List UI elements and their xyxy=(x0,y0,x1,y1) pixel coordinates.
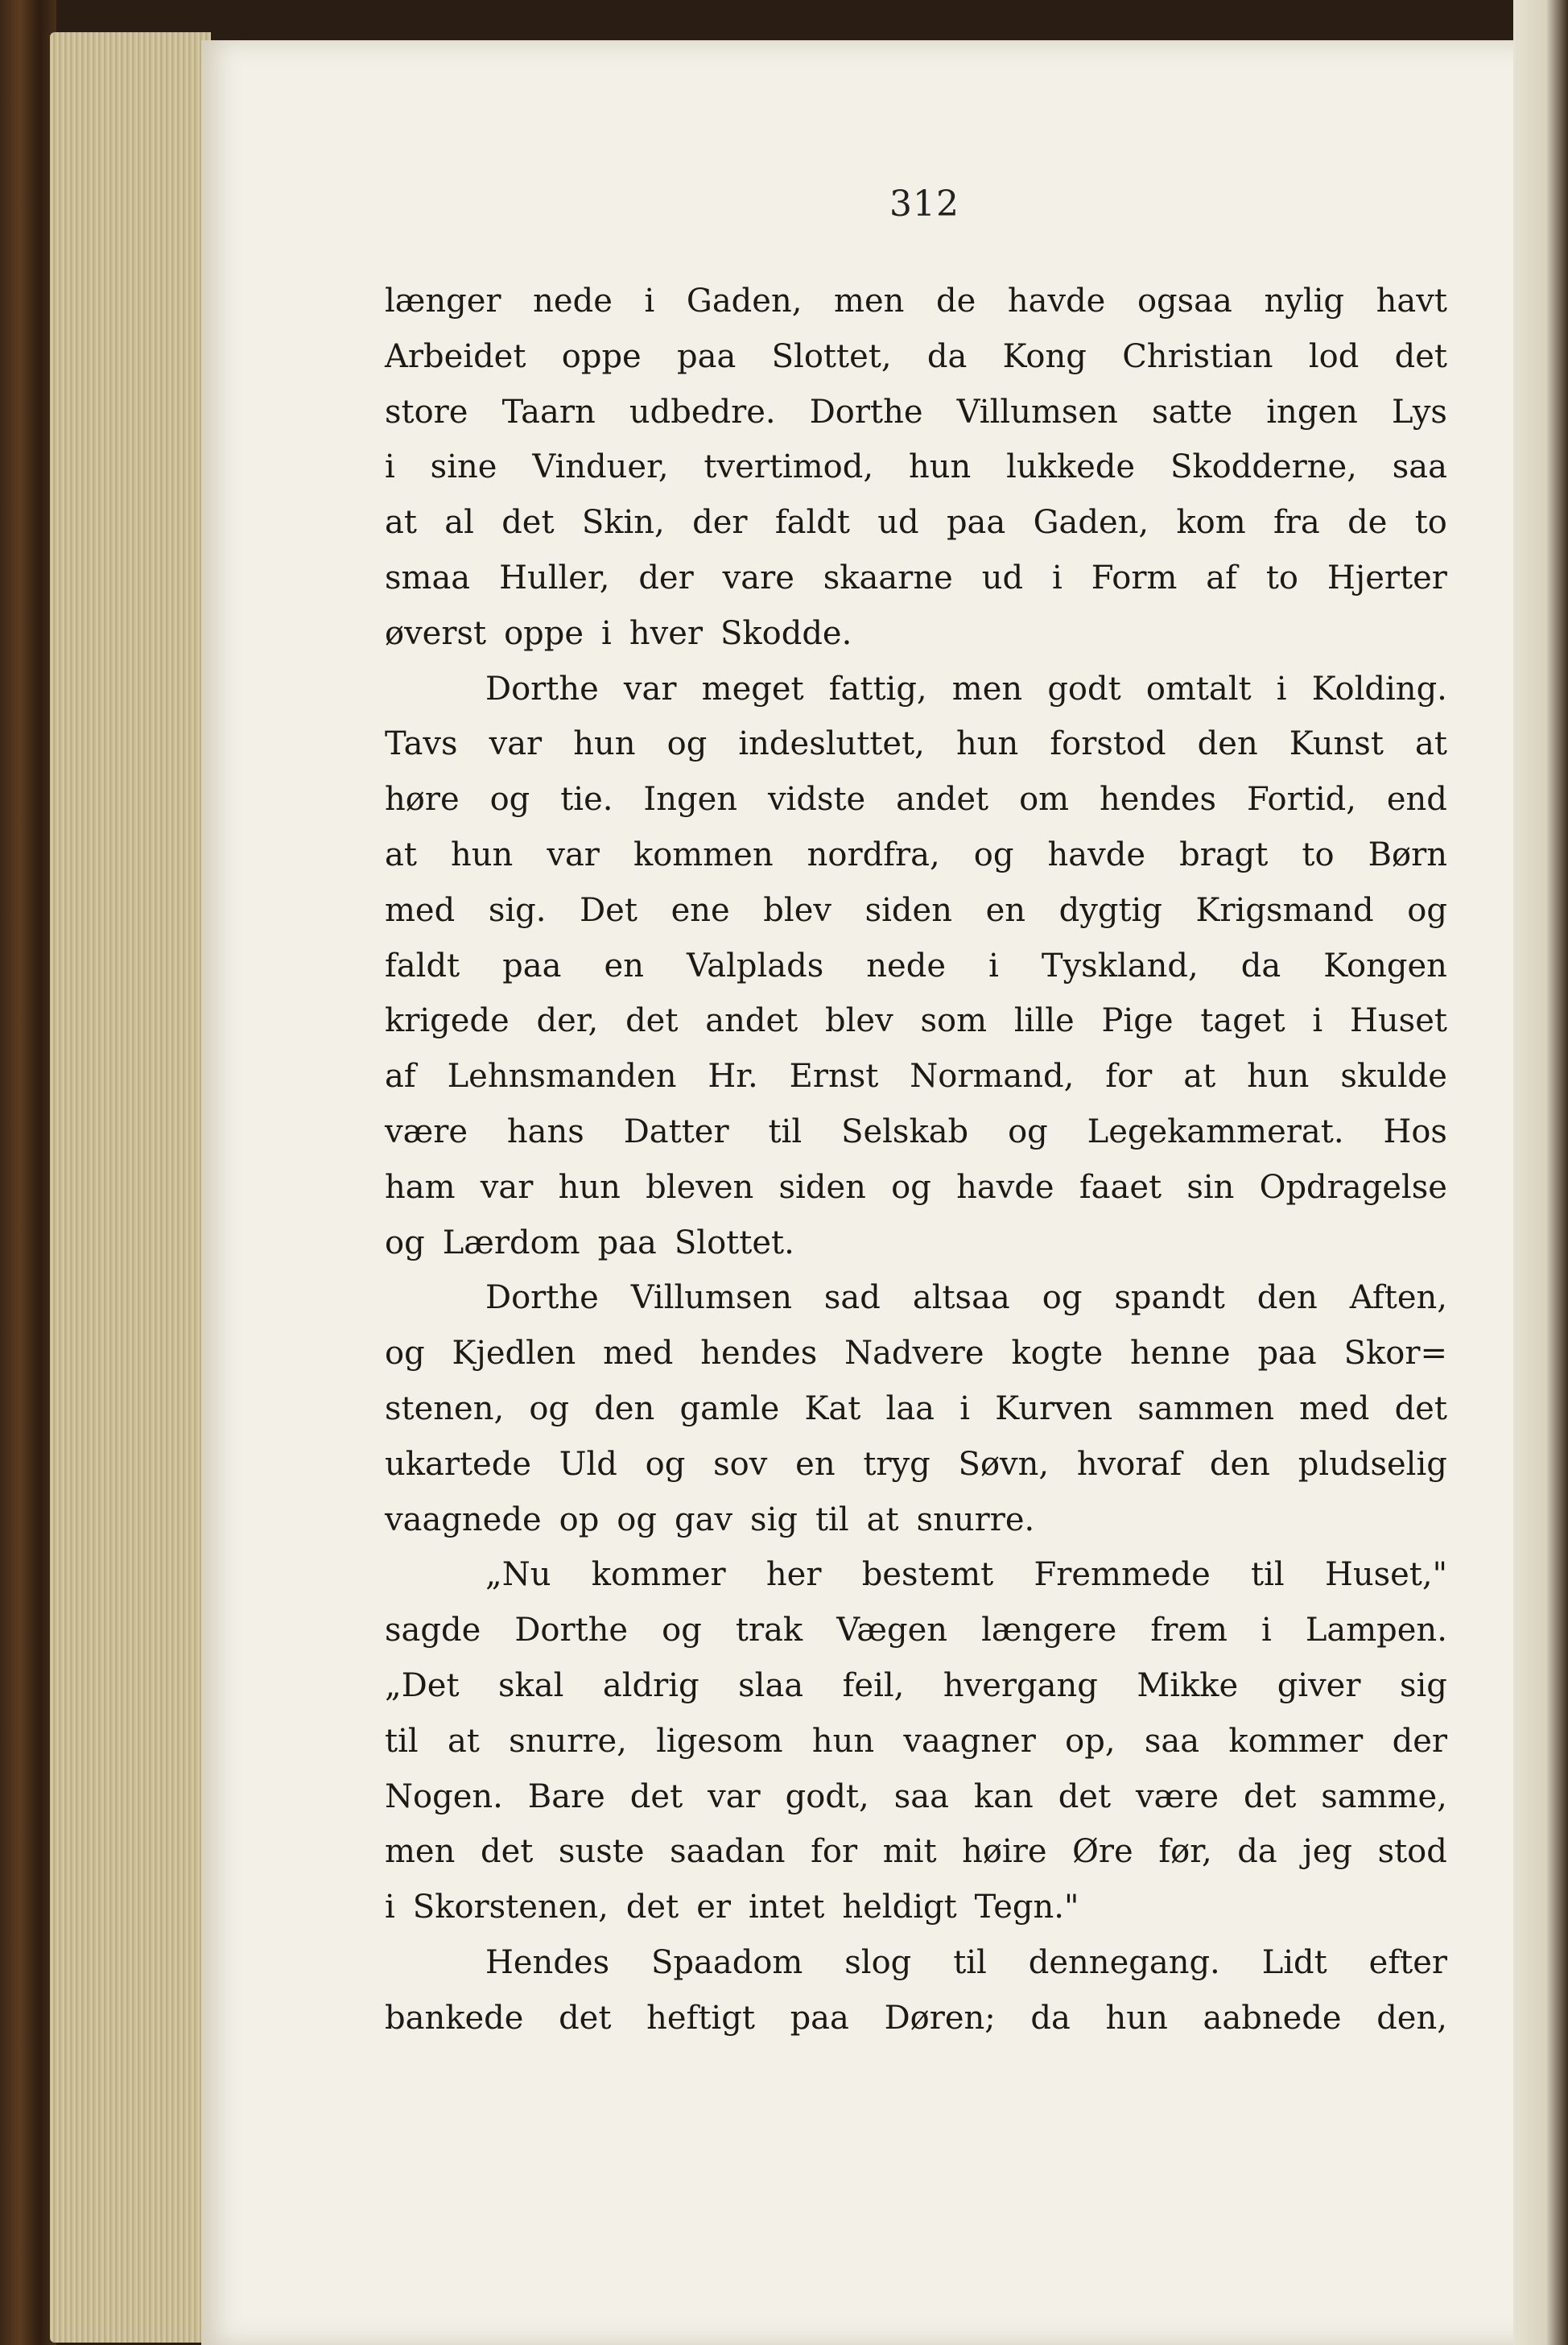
text-line: at al det Skin, der faldt ud paa Gaden, kom fra de to xyxy=(385,504,1447,542)
text-line: være hans Datter til Selskab og Legekammerat. Hos xyxy=(385,1113,1447,1150)
text-line: i Skorstenen, det er intet heldigt Tegn." xyxy=(385,1889,1079,1926)
text-line: i sine Vinduer, tvertimod, hun lukkede Skodderne, saa xyxy=(385,448,1447,486)
page-number: 312 xyxy=(889,184,959,225)
text-line: med sig. Det ene blev siden en dygtig Krigsmand og xyxy=(385,891,1447,929)
text-line: bankede det heftigt paa Døren; da hun aabnede den, xyxy=(385,1999,1447,2037)
body-text xyxy=(385,274,1447,2046)
book-spine xyxy=(0,0,56,2345)
text-line: „Nu kommer her bestemt Fremmede til Huset," xyxy=(485,1556,1447,1594)
text-line: Dorthe var meget fattig, men godt omtalt i Kolding. xyxy=(485,670,1447,708)
text-line: Dorthe Villumsen sad altsaa og spandt den Aften, xyxy=(485,1279,1447,1317)
text-line: høre og tie. Ingen vidste andet om hendes Fortid, end xyxy=(385,781,1447,819)
text-line: Hendes Spaadom slog til dennegang. Lidt efter xyxy=(485,1943,1447,1981)
text-line: smaa Huller, der vare skaarne ud i Form af to Hjerter xyxy=(385,559,1447,597)
next-page-edge xyxy=(1513,0,1568,2345)
text-line: krigede der, det andet blev som lille Pige taget i Huset xyxy=(385,1002,1447,1040)
text-line: sagde Dorthe og trak Vægen længere frem i Lampen. xyxy=(385,1612,1447,1649)
text-line: og Kjedlen med hendes Nadvere kogte henne paa Skor= xyxy=(385,1335,1447,1373)
text-line: at hun var kommen nordfra, og havde bragt to Børn xyxy=(385,836,1447,873)
text-line: faldt paa en Valplads nede i Tyskland, da Kongen xyxy=(385,947,1447,985)
text-line: store Taarn udbedre. Dorthe Villumsen satte ingen Lys xyxy=(385,393,1447,431)
text-line: men det suste saadan for mit høire Øre før, da jeg stod xyxy=(385,1833,1447,1871)
text-line: Tavs var hun og indesluttet, hun forstod den Kunst at xyxy=(385,725,1447,763)
text-line: Arbeidet oppe paa Slottet, da Kong Christian lod det xyxy=(385,337,1447,375)
text-line: stenen, og den gamle Kat laa i Kurven sammen med det xyxy=(385,1389,1447,1427)
text-line: af Lehnsmanden Hr. Ernst Normand, for at hun skulde xyxy=(385,1058,1447,1096)
text-line: til at snurre, ligesom hun vaagner op, saa kommer der xyxy=(385,1722,1447,1760)
page-edges xyxy=(50,32,211,2343)
text-line: øverst oppe i hver Skodde. xyxy=(385,614,852,652)
text-line: „Det skal aldrig slaa feil, hvergang Mikke giver sig xyxy=(385,1666,1447,1704)
text-line: vaagnede op og gav sig til at snurre. xyxy=(385,1501,1035,1538)
text-line: Nogen. Bare det var godt, saa kan det være det samme, xyxy=(385,1777,1447,1815)
text-line: ham var hun bleven siden og havde faaet sin Opdragelse xyxy=(385,1168,1447,1206)
text-line: og Lærdom paa Slottet. xyxy=(385,1224,794,1261)
text-line: længer nede i Gaden, men de havde ogsaa nylig havt xyxy=(385,283,1447,320)
text-line: ukartede Uld og sov en tryg Søvn, hvoraf den pludselig xyxy=(385,1445,1447,1483)
